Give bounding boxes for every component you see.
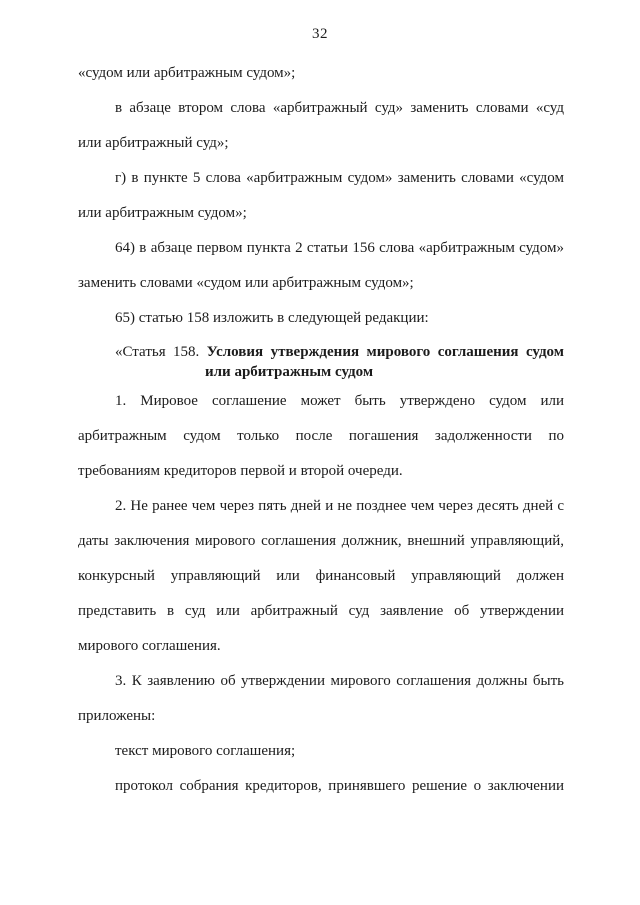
article-number: «Статья 158. (115, 344, 207, 360)
text-line: или арбитражный суд»; (78, 135, 229, 151)
article-heading-line-2: или арбитражным судом (205, 364, 374, 380)
text-line: 1. Мировое соглашение может быть утверждено судом или (115, 393, 564, 409)
text-line: заменить словами «судом или арбитражным судом»; (78, 275, 414, 291)
article-heading-line-1 (115, 342, 564, 362)
text-line: в абзаце втором слова «арбитражный суд» заменить словами «суд (115, 100, 564, 116)
text-line: представить в суд или арбитражный суд заявление об утверждении (78, 603, 564, 619)
text-line: или арбитражным судом»; (78, 205, 247, 221)
text-line: приложены: (78, 708, 156, 724)
text-line: арбитражным судом только после погашения задолженности по (78, 428, 564, 444)
page-number: 32 (312, 26, 328, 42)
text-line: 3. К заявлению об утверждении мирового соглашения должны быть (115, 673, 564, 689)
text-line: г) в пункте 5 слова «арбитражным судом» заменить словами «судом (115, 170, 564, 186)
document-body (78, 56, 564, 804)
text-line: 2. Не ранее чем через пять дней и не позднее чем через десять дней с (115, 498, 564, 514)
text-line: даты заключения мирового соглашения должник, внешний управляющий, (78, 533, 564, 549)
text-line: 65) статью 158 изложить в следующей редакции: (115, 310, 429, 326)
text-line: 64) в абзаце первом пункта 2 статьи 156 слова «арбитражным судом» (115, 240, 564, 256)
text-line: конкурсный управляющий или финансовый управляющий должен (78, 568, 564, 584)
text-line: требованиям кредиторов первой и второй очереди. (78, 463, 403, 479)
text-line: «судом или арбитражным судом»; (78, 65, 296, 81)
text-line: протокол собрания кредиторов, принявшего решение о заключении (115, 778, 564, 794)
article-title: Условия утверждения мирового соглашения судом (206, 344, 564, 360)
text-line: мирового соглашения. (78, 638, 221, 654)
text-line: текст мирового соглашения; (115, 743, 296, 759)
